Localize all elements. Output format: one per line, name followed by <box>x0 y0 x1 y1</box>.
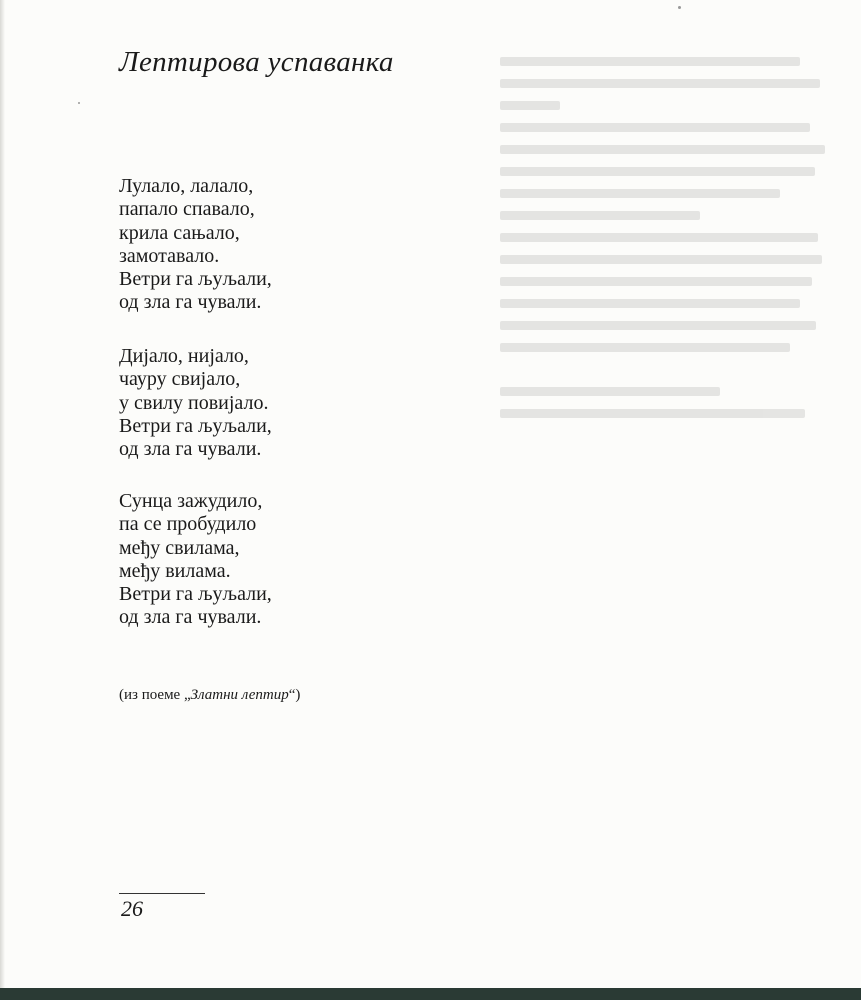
verse-line: Ветри га љуљали, <box>119 583 272 606</box>
verse-line: крила сањало, <box>119 221 240 244</box>
page-number-rule <box>119 893 205 894</box>
page-left-edge <box>0 0 5 1000</box>
verse-line: папало спавало, <box>119 198 255 221</box>
page-number: 26 <box>121 896 143 921</box>
verse-line: од зла га чували. <box>119 291 262 314</box>
poem-source <box>119 687 300 704</box>
verse-line: у свилу повијало. <box>119 391 269 414</box>
verse-line: чауру свијало, <box>119 368 241 391</box>
verse-line: па се пробудило <box>119 513 257 536</box>
verse-line: међу вилама. <box>119 559 231 582</box>
poem-title: Лептирова успаванка <box>119 46 394 78</box>
stanza-1 <box>119 175 272 315</box>
bleed-through-text <box>500 50 830 480</box>
source-title: Златни лептир <box>190 687 289 703</box>
verse-line: Сунца зажудило, <box>119 490 263 512</box>
source-prefix: (из поеме „ <box>119 687 191 703</box>
paper-speck <box>78 102 80 104</box>
source-suffix: “) <box>288 687 301 703</box>
verse-line: Ветри га љуљали, <box>119 268 272 291</box>
verse-line: међу свилама, <box>119 536 240 559</box>
verse-line: замотавало. <box>119 244 220 267</box>
verse-line: од зла га чували. <box>119 438 262 461</box>
paper-speck <box>678 6 681 9</box>
stanza-2 <box>119 345 272 461</box>
verse-line: Дијало, нијало, <box>119 345 249 367</box>
verse-line: Лулало, лалало, <box>119 175 254 197</box>
verse-line: Ветри га љуљали, <box>119 414 272 437</box>
page-bottom-edge <box>0 988 861 1000</box>
stanza-3 <box>119 490 272 630</box>
verse-line: од зла га чували. <box>119 606 262 629</box>
